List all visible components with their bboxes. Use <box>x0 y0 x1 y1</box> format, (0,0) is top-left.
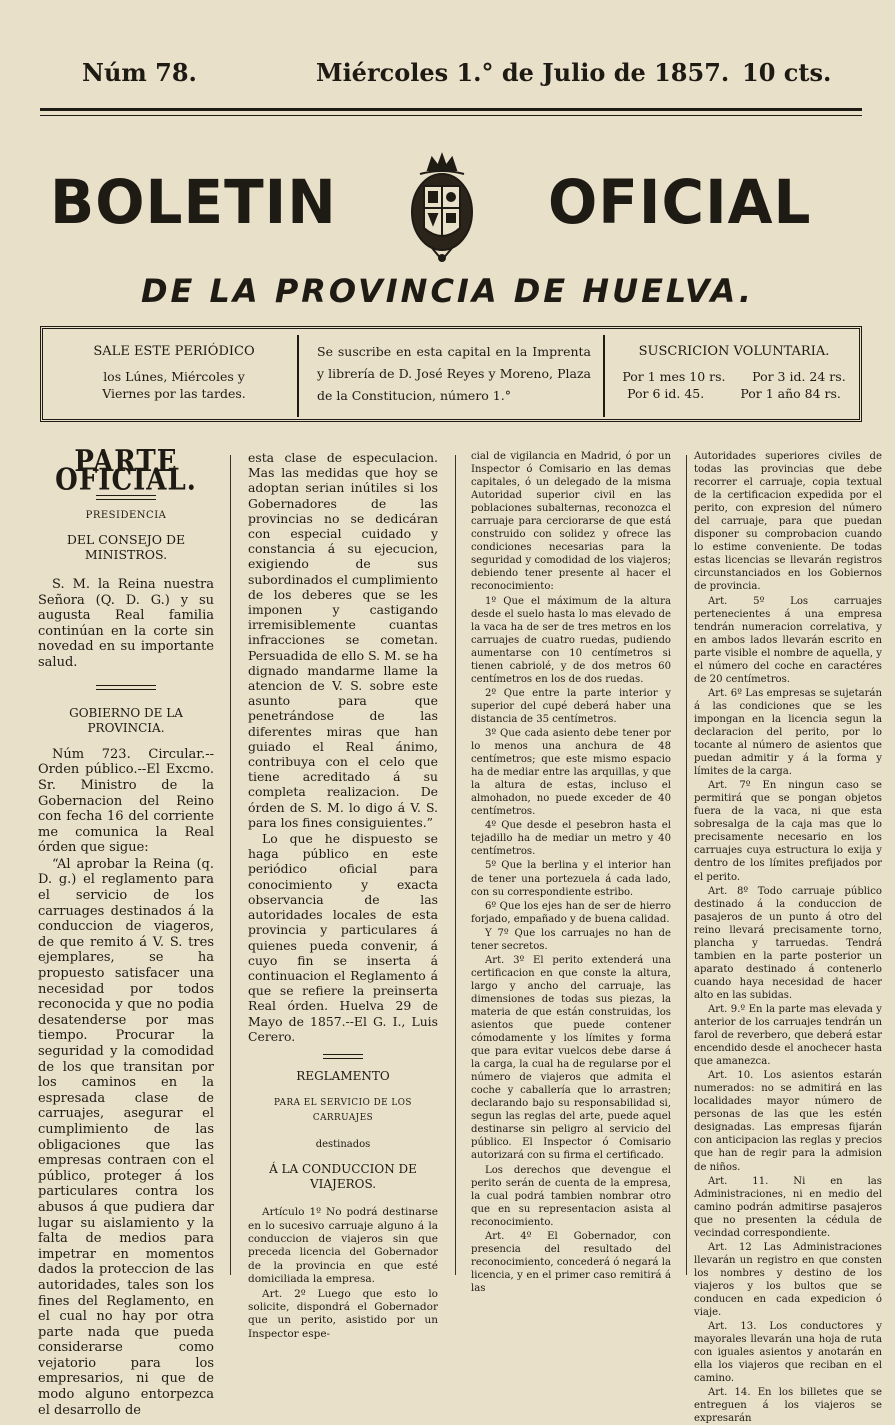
expert-fees: Los derechos que devengue el perito serán de cuenta de la empresa, la cual podrá tambien nombrar otro que en su representacion asista al reconocimiento. <box>471 1164 671 1228</box>
reglamento-destinados: destinados <box>315 1138 371 1150</box>
info-divider <box>603 335 605 417</box>
price-1-month: Por 1 mes 10 rs. <box>622 369 726 384</box>
circular-intro: Núm 723. Circular.--Orden público.--El Excmo. Sr. Ministro de la Gobernacion del Reino con fecha 16 del corriente me comunica la Real órden que sigue: <box>38 746 214 856</box>
subscription-prices <box>609 329 859 419</box>
governor-publication-note: Lo que he dispuesto se haga público en este periódico oficial para conocimiento y exacta observancia de las autoridades locales de esta provincia y particulares á quienes pueda convenir, á cuyo fin se inserta á continuacion el Reglamento á que se refiere la preinserta Real órden. Huelva 29 de Mayo de 1857.--El G. I., Luis Cerero. <box>248 831 438 1044</box>
article-column-3 <box>471 450 671 1294</box>
reglamento-subheading: PARA EL SERVICIO DE LOS CARRUAJES <box>274 1098 412 1124</box>
gobierno-heading: GOBIERNO DE LA PROVINCIA. <box>69 705 183 736</box>
title-left: BOLETIN <box>50 166 337 238</box>
royal-health-notice: S. M. la Reina nuestra Señora (Q. D. G.) y su augusta Real familia continúan en la corte sin novedad en su importante salud. <box>38 576 214 670</box>
issue-price: 10 cts. <box>742 58 832 87</box>
requirement-3: 3º Que cada asiento debe tener por lo menos una anchura de 48 centímetros; que este mismo espacio ha de mediar entre las arquillas, y que la altura de estas, incluso el almohadon, no puede exceder de 40 centímetros. <box>471 727 671 818</box>
subscription-info-box <box>40 326 862 422</box>
requirement-6: 6º Que los ejes han de ser de hierro forjado, empañado y de buena calidad. <box>471 900 671 925</box>
presidencia-heading: PRESIDENCIA <box>85 510 167 522</box>
reglamento-articles <box>248 1206 438 1341</box>
article-10: Art. 10. Los asientos estarán numerados: no se admitirá en las localidades mayor número de personas de las que les estén designadas. Las empresas fijarán con anticipacion las reglas y precios que han de regir para la admision de niños. <box>694 1070 882 1173</box>
price-row <box>609 385 859 402</box>
article-1: Artículo 1º No podrá destinarse en lo sucesivo carruaje alguno á la conduccion de viajeros sin que preceda licencia del Gobernador de la provincia en que esté domiciliada la empresa. <box>248 1206 438 1286</box>
royal-coat-of-arms-icon <box>402 152 482 264</box>
article-2: Art. 2º Luego que esto lo solicite, dispondrá el Gobernador que un perito, asistido por un Inspector espe- <box>248 1287 438 1340</box>
article-column-4 <box>694 450 882 1425</box>
price-row <box>609 368 859 385</box>
royal-order-text: “Al aprobar la Reina (q. D. g.) el reglamento para el servicio de los carruages destinados á la conduccion de viageros, de que remito á V. S. tres ejemplares, se ha propuesto satisfacer una necesidad por todos reconocida y que no podia desatenderse por mas tiempo. Procurar la seguridad y la comodidad de los que transitan por los caminos en la espresada clase de carruajes, asegurar el cumplimiento de las obligaciones que las empresas contraen con el público, proteger á los particulares contra los abusos á que pudiera dar lugar su aislamiento y la falta de medios para impetrar en momentos dados la proteccion de las autoridades, tales son los fines del Reglamento, en el cual no hay por otra parte nada que pueda considerarse como vejatorio para los empresarios, ni que de modo alguno entorpezca el desarrollo de <box>38 856 214 1418</box>
consejo-heading: DEL CONSEJO DE MINISTROS. <box>66 531 186 563</box>
requirement-1: 1º Que el máximum de la altura desde el suelo hasta lo mas elevado de la vaca ha de ser de tres metros en los carruajes de cuatro ruedas, pudiendo aumentarse con 10 centímetros si tienen cabriolé, y de dos metros 60 centímetros en los de dos ruedas. <box>471 595 671 685</box>
ornament-rule <box>323 1054 363 1059</box>
requirement-5: 5º Que la berlina y el interior han de tener una portezuela á cada lado, con su correspondiente estribo. <box>471 860 671 898</box>
article-9: Art. 9.º En la parte mas elevada y anterior de los carruajes tendrán un farol de reverbero, que deberá estar encendido desde el anochecer hasta que amanezca. <box>694 1003 882 1068</box>
column-rule <box>686 455 687 1275</box>
subscription-location: Se suscribe en esta capital en la Imprenta y librería de D. José Reyes y Moreno, Plaza de la Constitucion, número 1.° <box>317 344 591 403</box>
column-rule <box>230 455 231 1275</box>
article-6: Art. 6º Las empresas se sujetarán á las condiciones que se les impongan en la licencia segun la declaracion del perito, por lo tocante al número de asientos que puedan admitir y á la forma y límites de la carga. <box>694 687 882 778</box>
title-right: OFICIAL <box>548 166 812 238</box>
article-5: Art. 5º Los carruajes pertenecientes á una empresa tendrán numeracion correlativa, y en ambos lados llevarán escrito en parte visible el nombre de aquella, y el número del coche en caractéres de 20 centímetros. <box>694 595 882 685</box>
article-7: Art. 7º En ningun caso se permitirá que se pongan objetos fuera de la vaca, ni que esta sobresalga de la caja mas que lo precisamente necesario en los carruajes cuya estructura lo exija y dentro de los límites prefijados por el perito. <box>694 780 882 883</box>
article-13: Art. 13. Los conductores y mayorales llevarán una hoja de ruta con iguales asientos y anotarán en ella los viajeros que reciban en el camino. <box>694 1321 882 1385</box>
masthead-rule <box>40 108 862 111</box>
title-subtitle: DE LA PROVINCIA DE HUELVA. <box>140 272 755 310</box>
masthead-rule-thin <box>40 115 862 116</box>
article-column-1 <box>38 444 214 1418</box>
reglamento-heading: REGLAMENTO <box>296 1068 390 1083</box>
publication-days-title: SALE ESTE PERIÓDICO <box>93 344 255 359</box>
parte-oficial-heading: PARTE OFICIAL. <box>55 444 197 497</box>
requirement-4: 4º Que desde el pesebron hasta el tejadillo ha de mediar un metro y 40 centímetros. <box>471 820 671 858</box>
royal-order-continued: esta clase de especulacion. Mas las medidas que hoy se adoptan serian inútiles si los Gobernadores de las provincias no se dedicáran con especial cuidado y constancia á su ejecucion, exigiendo de sus subordinados el cumplimiento de los deberes que se les imponen y castigando irremisiblemente cuantas infracciones se cometan. Persuadida de ello S. M. se ha dignado mandarme llame la atencion de V. S. sobre este asunto para que penetrándose de las diferentes miras que han guiado el Real ánimo, contribuya con el celo que tiene acreditado á su completa realizacion. De órden de S. M. lo digo á V. S. para los fines consiguientes.” <box>248 450 438 830</box>
subscription-prices-title: SUSCRICION VOLUNTARIA. <box>638 344 830 359</box>
licence-records: Autoridades superiores civiles de todas las provincias que debe recorrer el carruaje, copia textual de la certificacion expedida por el perito, con expresion del número del carruaje, para que puedan disponer su comprobacion cuando lo estime conveniente. De todas estas licencias se llevarán registros circunstanciados en los Gobiernos de provincia. <box>694 451 882 593</box>
requirement-2: 2º Que entre la parte interior y superior del cupé deberá haber una distancia de 35 centímetros. <box>471 687 671 725</box>
article-12: Art. 12 Las Administraciones llevarán un registro en que consten los nombres y destino de los viajeros y los bultos que se conducen en cada expedicion ó viaje. <box>694 1241 882 1319</box>
column-rule <box>455 455 456 1275</box>
publication-days-text: los Lúnes, Miércoles y Viernes por las tardes. <box>102 369 246 401</box>
article-8: Art. 8º Todo carruaje público destinado á la conduccion de pasajeros de un punto á otro del reino llevará precisamente torno, plancha y tarruedas. Tendrá tambien en la parte posterior un aparato destinado á contenerlo cuando haya necesidad de hacer alto en las subidas. <box>694 885 882 1001</box>
issue-number: Núm 78. <box>82 58 197 87</box>
article-14: Art. 14. En los billetes que se entreguen á los viajeros se expresarán <box>694 1387 882 1425</box>
reglamento-conduccion: Á LA CONDUCCION DE VIAJEROS. <box>269 1161 417 1191</box>
article-11: Art. 11. Ni en las Administraciones, ni en medio del camino podrán admitirse pasajeros que no presenten la cédula de vecindad correspondiente. <box>694 1175 882 1239</box>
article-column-2 <box>248 450 438 1340</box>
article-3: Art. 3º El perito extenderá una certificacion en que conste la altura, largo y ancho del carruaje, las dimensiones de todas sus piezas, la materia de que están construidas, los asientos que puede contener cómodamente y los límites y forma que para evitar vuelcos debe darse á la carga, la cual ha de regularse por el número de viajeros que admita el coche y caballería que lo arrastren; declarando bajo su responsabilidad si, segun las reglas del arte, puede aquel destinarse sin peligro al servicio del público. El Inspector ó Comisario autorizará con su firma el certificado. <box>471 954 671 1162</box>
inspection-text: cial de vigilancia en Madrid, ó por un Inspector ó Comisario en las demas capitales, ó un delegado de la misma Autoridad superior civil en las poblaciones subalternas, reconozca el carruaje para cerciorarse de que está construido con solidez y ofrece las condiciones necesarias para la seguridad y comodidad de los viajeros; debiendo tener presente al hacer el reconocimiento: <box>471 451 671 593</box>
article-4: Art. 4º El Gobernador, con presencia del resultado del reconocimiento, concederá ó negará la licencia, y en el primer caso remitirá á las <box>471 1230 671 1294</box>
price-1-year: Por 1 año 84 rs. <box>740 386 841 401</box>
info-divider <box>297 335 299 417</box>
ornament-rule <box>96 685 156 690</box>
publication-days <box>49 329 299 419</box>
requirement-7: Y 7º Que los carruajes no han de tener secretos. <box>471 927 671 952</box>
price-3-months: Por 3 id. 24 rs. <box>752 369 846 384</box>
price-6-months: Por 6 id. 45. <box>627 386 705 401</box>
issue-date: Miércoles 1.° de Julio de 1857. <box>316 58 730 87</box>
